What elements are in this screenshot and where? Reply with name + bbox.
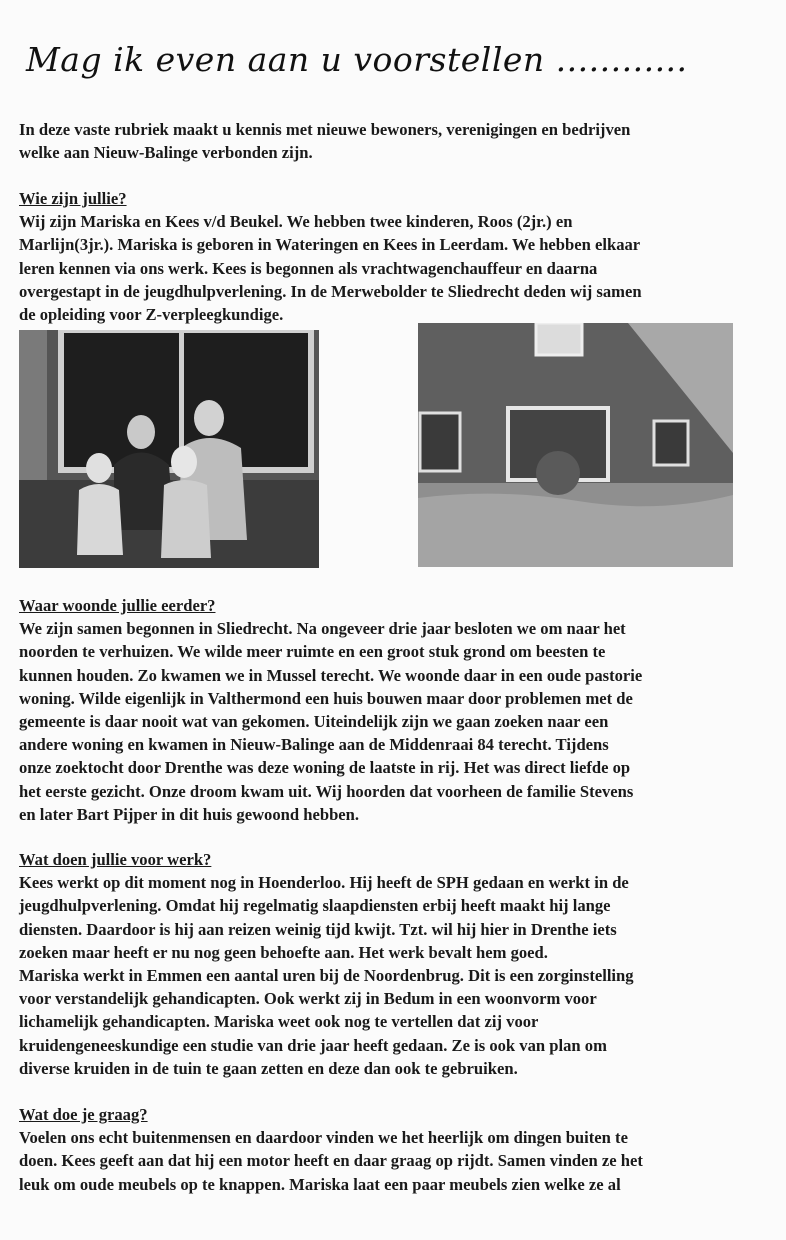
section-heading: Waar woonde jullie eerder? (19, 596, 216, 615)
family-photo (19, 330, 319, 568)
text-line: kruidengeneeskundige een studie van drie jaar heeft gedaan. Ze is ook van plan om (19, 1035, 607, 1055)
text-line: lichamelijk gehandicapten. Mariska weet ook nog te vertellen dat zij voor (19, 1012, 539, 1032)
text-line: leren kennen via ons werk. Kees is begonnen als vrachtwagenchauffeur en daarna (19, 258, 598, 278)
text-line: leuk om oude meubels op te knappen. Mariska laat een paar meubels zien welke ze al (19, 1174, 621, 1194)
text-line: voor verstandelijk gehandicapten. Ook werkt zij in Bedum in een woonvorm voor (19, 989, 597, 1009)
text-line: diverse kruiden in de tuin te gaan zetten en deze dan ook te gebruiken. (19, 1058, 518, 1078)
section-work (19, 848, 771, 1080)
page-title: Mag ik even aan u voorstellen ............ (26, 40, 688, 79)
section-heading: Wie zijn jullie? (19, 189, 127, 208)
intro-text (19, 118, 771, 164)
section-who (19, 187, 771, 326)
text-line: overgestapt in de jeugdhulpverlening. In de Merwebolder te Sliedrecht deden wij samen (19, 281, 642, 301)
text-line: welke aan Nieuw-Balinge verbonden zijn. (19, 143, 313, 163)
section-heading: Wat doe je graag? (19, 1105, 148, 1124)
text-line: het eerste gezicht. Onze droom kwam uit. Wij hoorden dat voorheen de familie Stevens (19, 781, 634, 801)
text-line: gemeente is daar nooit wat van gekomen. Uiteindelijk zijn we gaan zoeken naar een (19, 712, 609, 732)
text-line: kunnen houden. Zo kwamen we in Mussel terecht. We woonde daar in een oude pastorie (19, 665, 643, 685)
text-line: Mariska werkt in Emmen een aantal uren bij de Noordenbrug. Dit is een zorginstelling (19, 966, 634, 986)
text-line: In deze vaste rubriek maakt u kennis met nieuwe bewoners, verenigingen en bedrijven (19, 120, 631, 139)
text-line: Wij zijn Mariska en Kees v/d Beukel. We hebben twee kinderen, Roos (2jr.) en (19, 212, 573, 232)
section-hobbies (19, 1103, 771, 1196)
text-line: We zijn samen begonnen in Sliedrecht. Na ongeveer drie jaar besloten we om naar het (19, 619, 626, 639)
text-line: diensten. Daardoor is hij aan reizen weinig tijd kwijt. Tzt. wil hij hier in Drenthe iets (19, 919, 617, 939)
text-line: andere woning en kwamen in Nieuw-Balinge aan de Middenraai 84 terecht. Tijdens (19, 735, 609, 755)
text-line: noorden te verhuizen. We wilde meer ruimte en een groot stuk grond om beesten te (19, 642, 606, 662)
text-line: de opleiding voor Z-verpleegkundige. (19, 305, 284, 325)
family-photo-image (19, 330, 319, 568)
text-line: doen. Kees geeft aan dat hij een motor heeft en daar graag op rijdt. Samen vinden ze het (19, 1151, 643, 1171)
text-line: jeugdhulpverlening. Omdat hij regelmatig slaapdiensten erbij heeft maakt hij lange (19, 896, 611, 916)
house-photo (418, 323, 733, 567)
text-line: Kees werkt op dit moment nog in Hoenderloo. Hij heeft de SPH gedaan en werkt in de (19, 873, 629, 893)
text-line: onze zoektocht door Drenthe was deze woning de laatste in rij. Het was direct liefde op (19, 758, 631, 778)
text-line: Marlijn(3jr.). Mariska is geboren in Wateringen en Kees in Leerdam. We hebben elkaar (19, 235, 641, 255)
section-heading: Wat doen jullie voor werk? (19, 850, 212, 869)
text-line: zoeken maar heeft er nu nog geen behoefte aan. Het werk bevalt hem goed. (19, 942, 548, 962)
text-line: Voelen ons echt buitenmensen en daardoor vinden we het heerlijk om dingen buiten te (19, 1128, 628, 1148)
text-line: en later Bart Pijper in dit huis gewoond hebben. (19, 804, 360, 824)
house-photo-image (418, 323, 733, 567)
section-previous-home (19, 594, 771, 826)
text-line: woning. Wilde eigenlijk in Valthermond een huis bouwen maar door problemen met de (19, 688, 633, 708)
